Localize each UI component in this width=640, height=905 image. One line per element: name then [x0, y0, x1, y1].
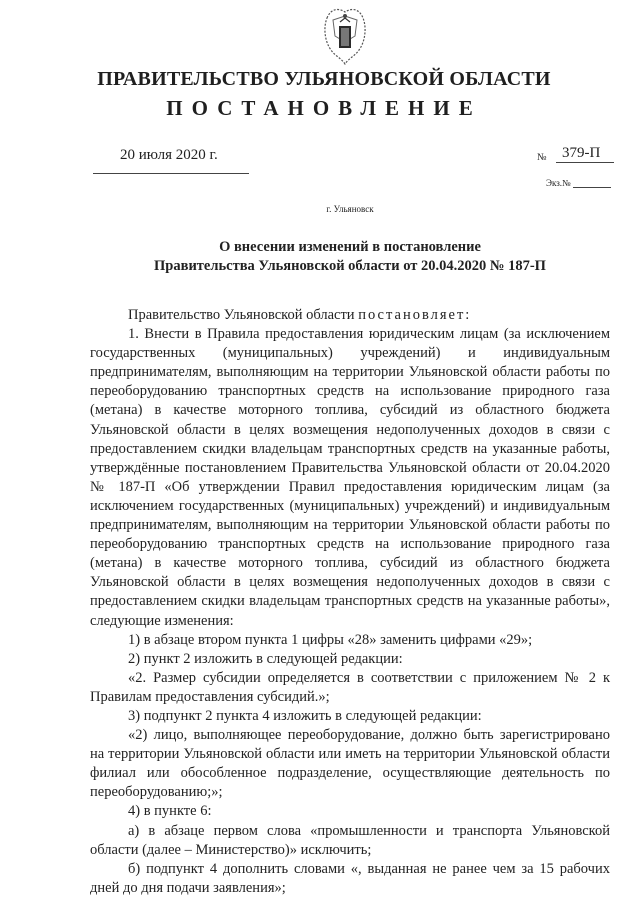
paragraph-1: 1. Внести в Правила предоставления юридическим лицам (за исключением государственных (муниципальных) учреждений) и индивидуальным предпринимателям, выполняющим на территории Ульяновской области работы по переоборудованию транспортных средств на использование природного газа (метана) в качестве моторного топлива, субсидий из областного бюджета Ульяновской области в целях возмещения недополученных доходов в связи с предоставлением скидки владельцам транспортных средств на указанные работы, утверждённые постановлением Правительства Ульяновской области от 20.04.2020 № 187-П «Об утверждении Правил предоставления юридическим лицам (за исключением государственных (муниципальных) учреждений) и индивидуальным предпринимателям, выполняющим на территории Ульяновской области работы по переоборудованию транспортных средств на использование природного газа (метана) в качестве моторного топлива, субсидий из областного бюджета Ульяновской области в целях возмещения недополученных доходов в связи с предоставлением скидки владельцам транспортных средств на указанные работы», следующие изменения:	[90, 326, 610, 629]
title-line-2: Правительства Ульяновской области от 20.04.2020 № 187-П	[154, 258, 546, 274]
paragraph-5: 3) подпункт 2 пункта 4 изложить в следующей редакции:	[128, 707, 482, 724]
document-title	[90, 238, 610, 276]
intro-paragraph	[90, 306, 610, 325]
paragraph-4: «2. Размер субсидии определяется в соответствии с приложением № 2 к Правилам предоставления субсидий.»;	[90, 669, 610, 705]
title-line-1: О внесении изменений в постановление	[219, 239, 481, 255]
paragraph-3: 2) пункт 2 изложить в следующей редакции:	[128, 650, 403, 667]
copy-number-line	[573, 187, 611, 188]
intro-prefix: Правительство Ульяновской области	[128, 307, 355, 323]
intro-keyword: постановляет:	[358, 307, 472, 323]
copy-number-label: Экз.№	[546, 178, 571, 188]
organization-name: ПРАВИТЕЛЬСТВО УЛЬЯНОВСКОЙ ОБЛАСТИ	[97, 68, 551, 90]
paragraph-2: 1) в абзаце втором пункта 1 цифры «28» заменить цифрами «29»;	[128, 631, 533, 648]
document-body	[90, 306, 610, 898]
paragraph-9: б) подпункт 4 дополнить словами «, выданная не ранее чем за 15 рабочих дней до дня подачи заявления»;	[90, 860, 610, 896]
document-type: ПОСТАНОВЛЕНИЕ	[166, 96, 482, 120]
paragraph-8: а) в абзаце первом слова «промышленности и транспорта Ульяновской области (далее – Министерство)» исключить;	[90, 822, 610, 858]
date-underline	[93, 173, 249, 174]
document-date: 20 июля 2020 г.	[120, 147, 218, 163]
city: г. Ульяновск	[326, 204, 374, 214]
paragraph-7: 4) в пункте 6:	[128, 803, 212, 820]
document-number: 379-П	[556, 145, 614, 163]
coat-of-arms-icon	[321, 6, 369, 66]
number-label: №	[537, 152, 547, 163]
paragraph-6: «2) лицо, выполняющее переоборудование, должно быть зарегистрировано на территории Ульяновской области или иметь на территории Ульяновской области филиал или обособленное подразделение, осуществляющие деятельность по переоборудованию;»;	[90, 727, 610, 801]
